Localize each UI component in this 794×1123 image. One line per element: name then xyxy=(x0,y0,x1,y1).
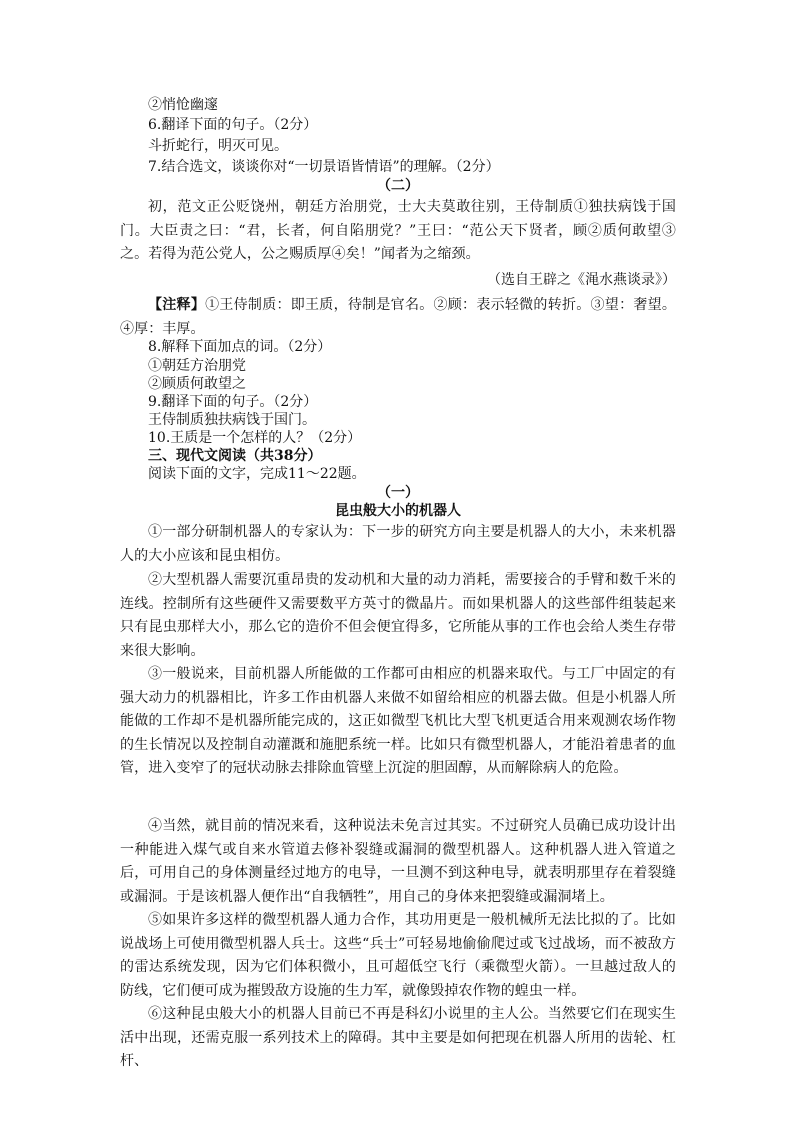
article-paragraph-4: ④当然，就目前的情况来看，这种说法未免言过其实。不过研究人员确已成功设计出一种能进入煤气或自来水管道去修补裂缝或漏洞的微型机器人。这种机器人进入管道之后，可用自己的身体测量经过地方的电导，一旦测不到这种电导，就表明那里存在着裂缝或漏洞。于是该机器人便作出“自我牺牲”，用自己的身体来把裂缝或漏洞堵上。 xyxy=(120,818,676,905)
article-paragraph-1: ①一部分研制机器人的专家认为：下一步的研究方向主要是机器人的大小，未来机器人的大小应该和昆虫相仿。 xyxy=(120,524,676,564)
modern-sub-heading: （一） xyxy=(377,485,419,501)
article-paragraph-3: ③一般说来，目前机器人所能做的工作都可由相应的机器来取代。与工厂中固定的有强大动力的机器相比，许多工作由机器人来做不如留给相应的机器去做。但是小机器人所能做的工作却不是机器所能完成的，这正如微型飞机比大型飞机更适合用来观测农场作物的生长情况以及控制自动灌溉和施肥系统一样。比如只有微型机器人，才能沿着患者的血管，进入变窄了的冠状动脉去排除血管壁上沉淀的胆固醇，从而解除病人的危险。 xyxy=(120,666,676,776)
question-9: 9.翻译下面的句子。（2分） xyxy=(148,394,318,410)
section-3-instruction: 阅读下面的文字，完成11～22题。 xyxy=(148,466,366,482)
question-6-sentence: 斗折蛇行，明灭可见。 xyxy=(148,138,288,154)
question-8: 8.解释下面加点的词。（2分） xyxy=(148,339,332,355)
article-paragraph-2: ②大型机器人需要沉重昂贵的发动机和大量的动力消耗，需要接合的手臂和数千米的连线。控制所有这些硬件又需要数平方英寸的微晶片。而如果机器人的这些部件组装起来只有昆虫那样大小，那么它的造价不但会便宜得多，它所能从事的工作也会给人类生存带来很大影响。 xyxy=(120,572,676,659)
article-paragraph-6: ⑥这种昆虫般大小的机器人目前已不再是科幻小说里的主人公。当然要它们在现实生活中出现，还需克服一系列技术上的障碍。其中主要是如何把现在机器人所用的齿轮、杠杆、 xyxy=(120,1006,676,1069)
question-9-sentence: 王侍制质独扶病饯于国门。 xyxy=(148,412,316,428)
article-title: 昆虫般大小的机器人 xyxy=(335,503,461,519)
annotation-text: ①王侍制质：即王质，待制是官名。②顾：表示轻微的转折。③望：奢望。④厚：丰厚。 xyxy=(120,297,676,337)
question-8-item-2: ②顾质何敢望之 xyxy=(148,376,246,392)
passage-source: （选自王辟之《渑水燕谈录》） xyxy=(487,272,676,288)
section-3-title: 三、现代文阅读（共38分） xyxy=(148,448,322,464)
annotation-label: 【注释】 xyxy=(148,297,206,313)
question-item-2: ②悄怆幽邃 xyxy=(148,97,218,113)
classical-passage: 初，范文正公贬饶州，朝廷方治朋党，士大夫莫敢往别，王侍制质①独扶病饯于国门。大臣责之曰：“君，长者，何自陷朋党？”王曰：“范公天下贤者，顾②质何敢望③之。若得为范公党人，公之赐质厚④矣！”闻者为之缩颈。 xyxy=(120,199,676,262)
question-8-item-1: ①朝廷方治朋党 xyxy=(148,358,246,374)
annotation-block xyxy=(120,294,676,341)
question-7: 7.结合选文，谈谈你对“一切景语皆情语”的理解。（2分） xyxy=(148,159,500,175)
question-6: 6.翻译下面的句子。（2分） xyxy=(148,117,318,133)
article-paragraph-5: ⑤如果许多这样的微型机器人通力合作，其功用更是一般机械所无法比拟的了。比如说战场上可使用微型机器人兵士。这些“兵士”可轻易地偷偷爬过或飞过战场，而不被敌方的雷达系统发现，因为它们体积微小，且可超低空飞行（乘微型火箭）。一旦越过敌人的防线，它们便可成为摧毁敌方设施的生力军，就像毁掉农作物的蝗虫一样。 xyxy=(120,912,676,999)
section-b-heading: （二） xyxy=(377,178,419,194)
question-10: 10.王质是一个怎样的人？（2分） xyxy=(148,430,362,446)
